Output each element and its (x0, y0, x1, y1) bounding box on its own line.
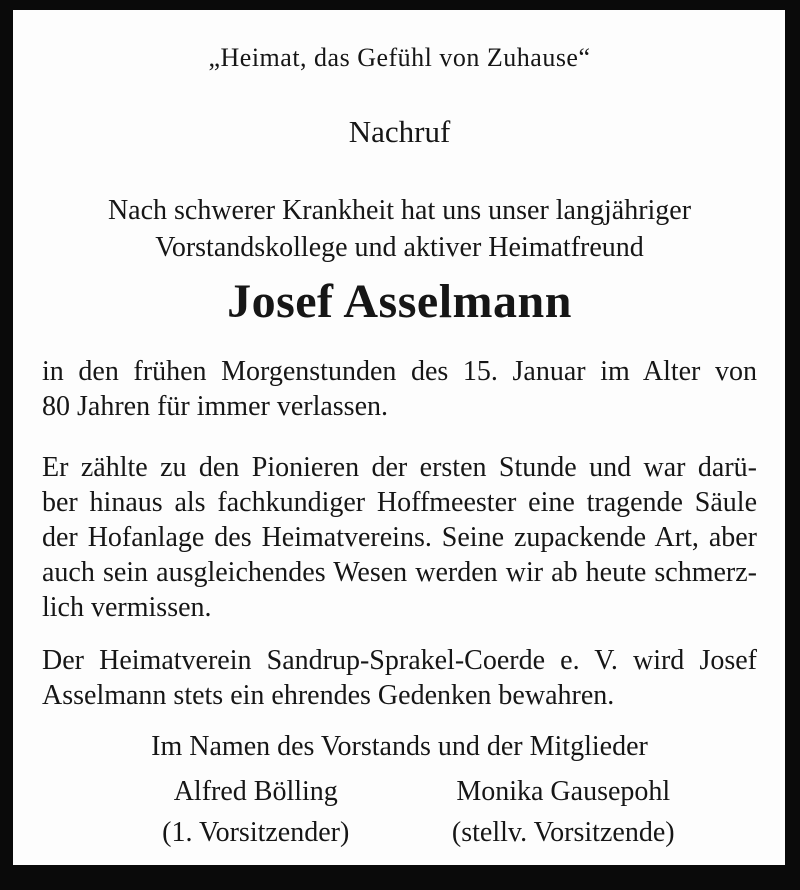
body-paragraph (42, 354, 757, 424)
notice-title: Nachruf (348, 114, 451, 149)
signature-role: (1. Vorsitzender) (162, 817, 350, 848)
intro-line: Nach schwerer Krankheit hat uns unser langjähriger (107, 195, 692, 226)
signature-name: Alfred Bölling (173, 776, 338, 807)
body-paragraph (42, 643, 757, 713)
text-line: Er zählte zu den Pionieren der ersten Stunde und war darü- (42, 452, 757, 483)
intro-line: Vorstandskollege und aktiver Heimatfreund (155, 232, 644, 263)
deceased-name: Josef Asselmann (227, 275, 572, 328)
text-line: lich vermissen. (42, 592, 212, 623)
obituary-notice (13, 10, 785, 865)
text-line: Der Heimatverein Sandrup-Sprakel-Coerde e. V. wird Josef (42, 645, 757, 676)
intro-text (42, 192, 757, 266)
motto-quote: „Heimat, das Gefühl von Zuhause“ (208, 43, 591, 72)
signature-role: (stellv. Vorsitzende) (451, 817, 675, 848)
signature-name: Monika Gausepohl (456, 776, 671, 807)
signature-left (102, 774, 410, 850)
body-paragraph (42, 450, 757, 625)
text-line: in den frühen Morgenstunden des 15. Januar im Alter von (42, 356, 757, 387)
signature-right (410, 774, 718, 850)
text-line: der Hofanlage des Heimatvereins. Seine zupackende Art, aber (42, 522, 757, 553)
signature-block (42, 774, 757, 850)
text-line: ber hinaus als fachkundiger Hoffmeester eine tragende Säule (42, 487, 757, 518)
text-line: auch sein ausgleichendes Wesen werden wir ab heute schmerz- (42, 557, 757, 588)
text-line: 80 Jahren für immer verlassen. (42, 391, 388, 422)
text-line: Asselmann stets ein ehrendes Gedenken bewahren. (42, 680, 615, 711)
closing-line: Im Namen des Vorstands und der Mitglieder (151, 731, 648, 762)
